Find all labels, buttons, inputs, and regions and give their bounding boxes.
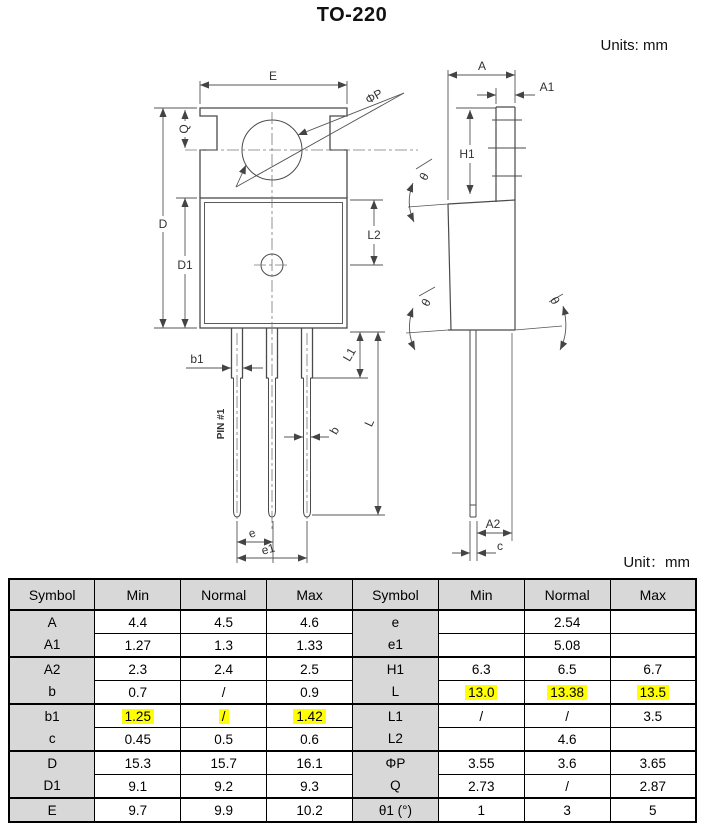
label-e1: e1 (259, 540, 277, 558)
symbol-cell: e (353, 610, 439, 634)
table-header-symbol: Symbol (353, 579, 439, 610)
symbol-cell: b1 (9, 704, 95, 728)
symbol-cell: θ1 (°) (353, 798, 439, 822)
dim-E (200, 81, 347, 104)
table-row (9, 610, 696, 634)
symbol-cell: c (9, 728, 95, 752)
value-cell: 2.54 (524, 610, 610, 634)
highlighted-value: 13.0 (465, 685, 497, 700)
value-cell (438, 610, 524, 634)
table-row (9, 634, 696, 658)
table-row (9, 681, 696, 705)
label-L2: L2 (367, 228, 381, 242)
table-body (9, 610, 696, 822)
label-H1: H1 (459, 147, 475, 161)
value-cell: 6.7 (610, 657, 696, 681)
label-E: E (268, 69, 278, 83)
hole-section-ticks (488, 120, 526, 176)
value-cell: 2.3 (95, 657, 181, 681)
value-cell: 5.08 (524, 634, 610, 658)
value-cell: 0.6 (267, 728, 353, 752)
table-header-normal: Normal (181, 579, 267, 610)
table-row (9, 728, 696, 752)
value-cell: 1 (438, 798, 524, 822)
side-view (406, 59, 566, 561)
value-cell (438, 728, 524, 752)
value-cell (524, 681, 610, 705)
pin-side (470, 330, 476, 517)
value-cell: 10.2 (267, 798, 353, 822)
body-outline (200, 198, 347, 328)
body-side-outline (448, 200, 515, 330)
table-row (9, 704, 696, 728)
value-cell: 1.27 (95, 634, 181, 658)
value-cell (610, 610, 696, 634)
units-label-top: Units: mm (600, 37, 668, 54)
value-cell: 2.5 (267, 657, 353, 681)
symbol-cell: D (9, 751, 95, 775)
highlighted-value: 1.25 (122, 709, 154, 724)
value-cell: 3.6 (524, 751, 610, 775)
value-cell: 3.65 (610, 751, 696, 775)
value-cell: 4.4 (95, 610, 181, 634)
label-D: D (158, 217, 168, 231)
value-cell: 2.87 (610, 775, 696, 799)
value-cell: 9.2 (181, 775, 267, 799)
symbol-cell: A2 (9, 657, 95, 681)
label-D1: D1 (177, 258, 193, 272)
label-A2: A2 (485, 517, 501, 531)
value-cell: / (438, 704, 524, 728)
dim-A1 (477, 88, 535, 104)
symbol-cell: E (9, 798, 95, 822)
symbol-cell: Q (353, 775, 439, 799)
value-cell: 16.1 (267, 751, 353, 775)
value-cell: 0.9 (267, 681, 353, 705)
symbol-cell: A1 (9, 634, 95, 658)
table-row (9, 798, 696, 822)
value-cell: 9.3 (267, 775, 353, 799)
value-cell (610, 681, 696, 705)
highlighted-value: 1.42 (293, 709, 325, 724)
dim-A (448, 70, 515, 200)
value-cell (181, 704, 267, 728)
highlighted-value: 13.38 (547, 685, 587, 700)
label-A: A (477, 59, 487, 73)
value-cell (438, 681, 524, 705)
value-cell: 9.7 (95, 798, 181, 822)
page-title: TO-220 (316, 4, 388, 26)
label-c: c (497, 539, 503, 553)
value-cell (438, 634, 524, 658)
dim-theta-bottom-left (409, 287, 435, 350)
symbol-cell: L2 (353, 728, 439, 752)
label-A1: A1 (539, 80, 555, 94)
label-theta-bottom-left: θ (418, 296, 434, 309)
label-Q: Q (177, 124, 191, 134)
value-cell (267, 704, 353, 728)
symbol-cell: b (9, 681, 95, 705)
value-cell: 0.45 (95, 728, 181, 752)
tab-outline (200, 108, 347, 198)
symbol-cell: H1 (353, 657, 439, 681)
value-cell: 4.6 (267, 610, 353, 634)
value-cell: 6.5 (524, 657, 610, 681)
tab-side-outline (496, 107, 515, 330)
label-L: L (361, 416, 378, 429)
value-cell (610, 728, 696, 752)
value-cell: 9.9 (181, 798, 267, 822)
value-cell: / (181, 681, 267, 705)
front-view (154, 69, 418, 563)
table-header-max: Max (267, 579, 353, 610)
value-cell: / (524, 775, 610, 799)
body-inner-outline (205, 203, 343, 324)
value-cell: 9.1 (95, 775, 181, 799)
value-cell: 4.5 (181, 610, 267, 634)
table-row (9, 775, 696, 799)
value-cell: 1.33 (267, 634, 353, 658)
value-cell: 3.55 (438, 751, 524, 775)
value-cell (610, 634, 696, 658)
table-row (9, 657, 696, 681)
centerlines (185, 112, 418, 530)
symbol-cell: A (9, 610, 95, 634)
label-theta-bottom-right: θ (547, 294, 563, 307)
symbol-cell: L1 (353, 704, 439, 728)
value-cell: 15.3 (95, 751, 181, 775)
body-extension-lines (406, 204, 562, 541)
label-b1: b1 (190, 352, 204, 366)
table-header-symbol: Symbol (9, 579, 95, 610)
table-header-max: Max (610, 579, 696, 610)
value-cell: 2.4 (181, 657, 267, 681)
value-cell: 0.7 (95, 681, 181, 705)
units-label-table: Unit：mm (623, 554, 690, 571)
dimension-table (8, 578, 697, 823)
value-cell: 15.7 (181, 751, 267, 775)
table-header-row (9, 579, 696, 610)
label-e: e (246, 525, 258, 541)
symbol-cell: L (353, 681, 439, 705)
label-L1: L1 (339, 345, 359, 364)
value-cell: 4.6 (524, 728, 610, 752)
symbol-cell: ΦP (353, 751, 439, 775)
label-b: b (326, 424, 343, 437)
symbol-cell: e1 (353, 634, 439, 658)
value-cell: 5 (610, 798, 696, 822)
dim-theta-top (409, 159, 432, 222)
highlighted-value: 13.5 (637, 685, 669, 700)
label-pin1: PIN #1 (216, 408, 227, 440)
value-cell: 0.5 (181, 728, 267, 752)
symbol-cell: D1 (9, 775, 95, 799)
table-row (9, 751, 696, 775)
value-cell (95, 704, 181, 728)
value-cell: 2.73 (438, 775, 524, 799)
table-header-min: Min (438, 579, 524, 610)
value-cell: / (524, 704, 610, 728)
value-cell: 3 (524, 798, 610, 822)
value-cell: 1.3 (181, 634, 267, 658)
table-header-min: Min (95, 579, 181, 610)
dim-phiP (236, 93, 404, 187)
value-cell: 3.5 (610, 704, 696, 728)
table-header-normal: Normal (524, 579, 610, 610)
label-phiP: ΦP (362, 86, 386, 107)
label-theta-top: θ (416, 170, 432, 183)
value-cell: 6.3 (438, 657, 524, 681)
highlighted-value: / (219, 709, 229, 724)
